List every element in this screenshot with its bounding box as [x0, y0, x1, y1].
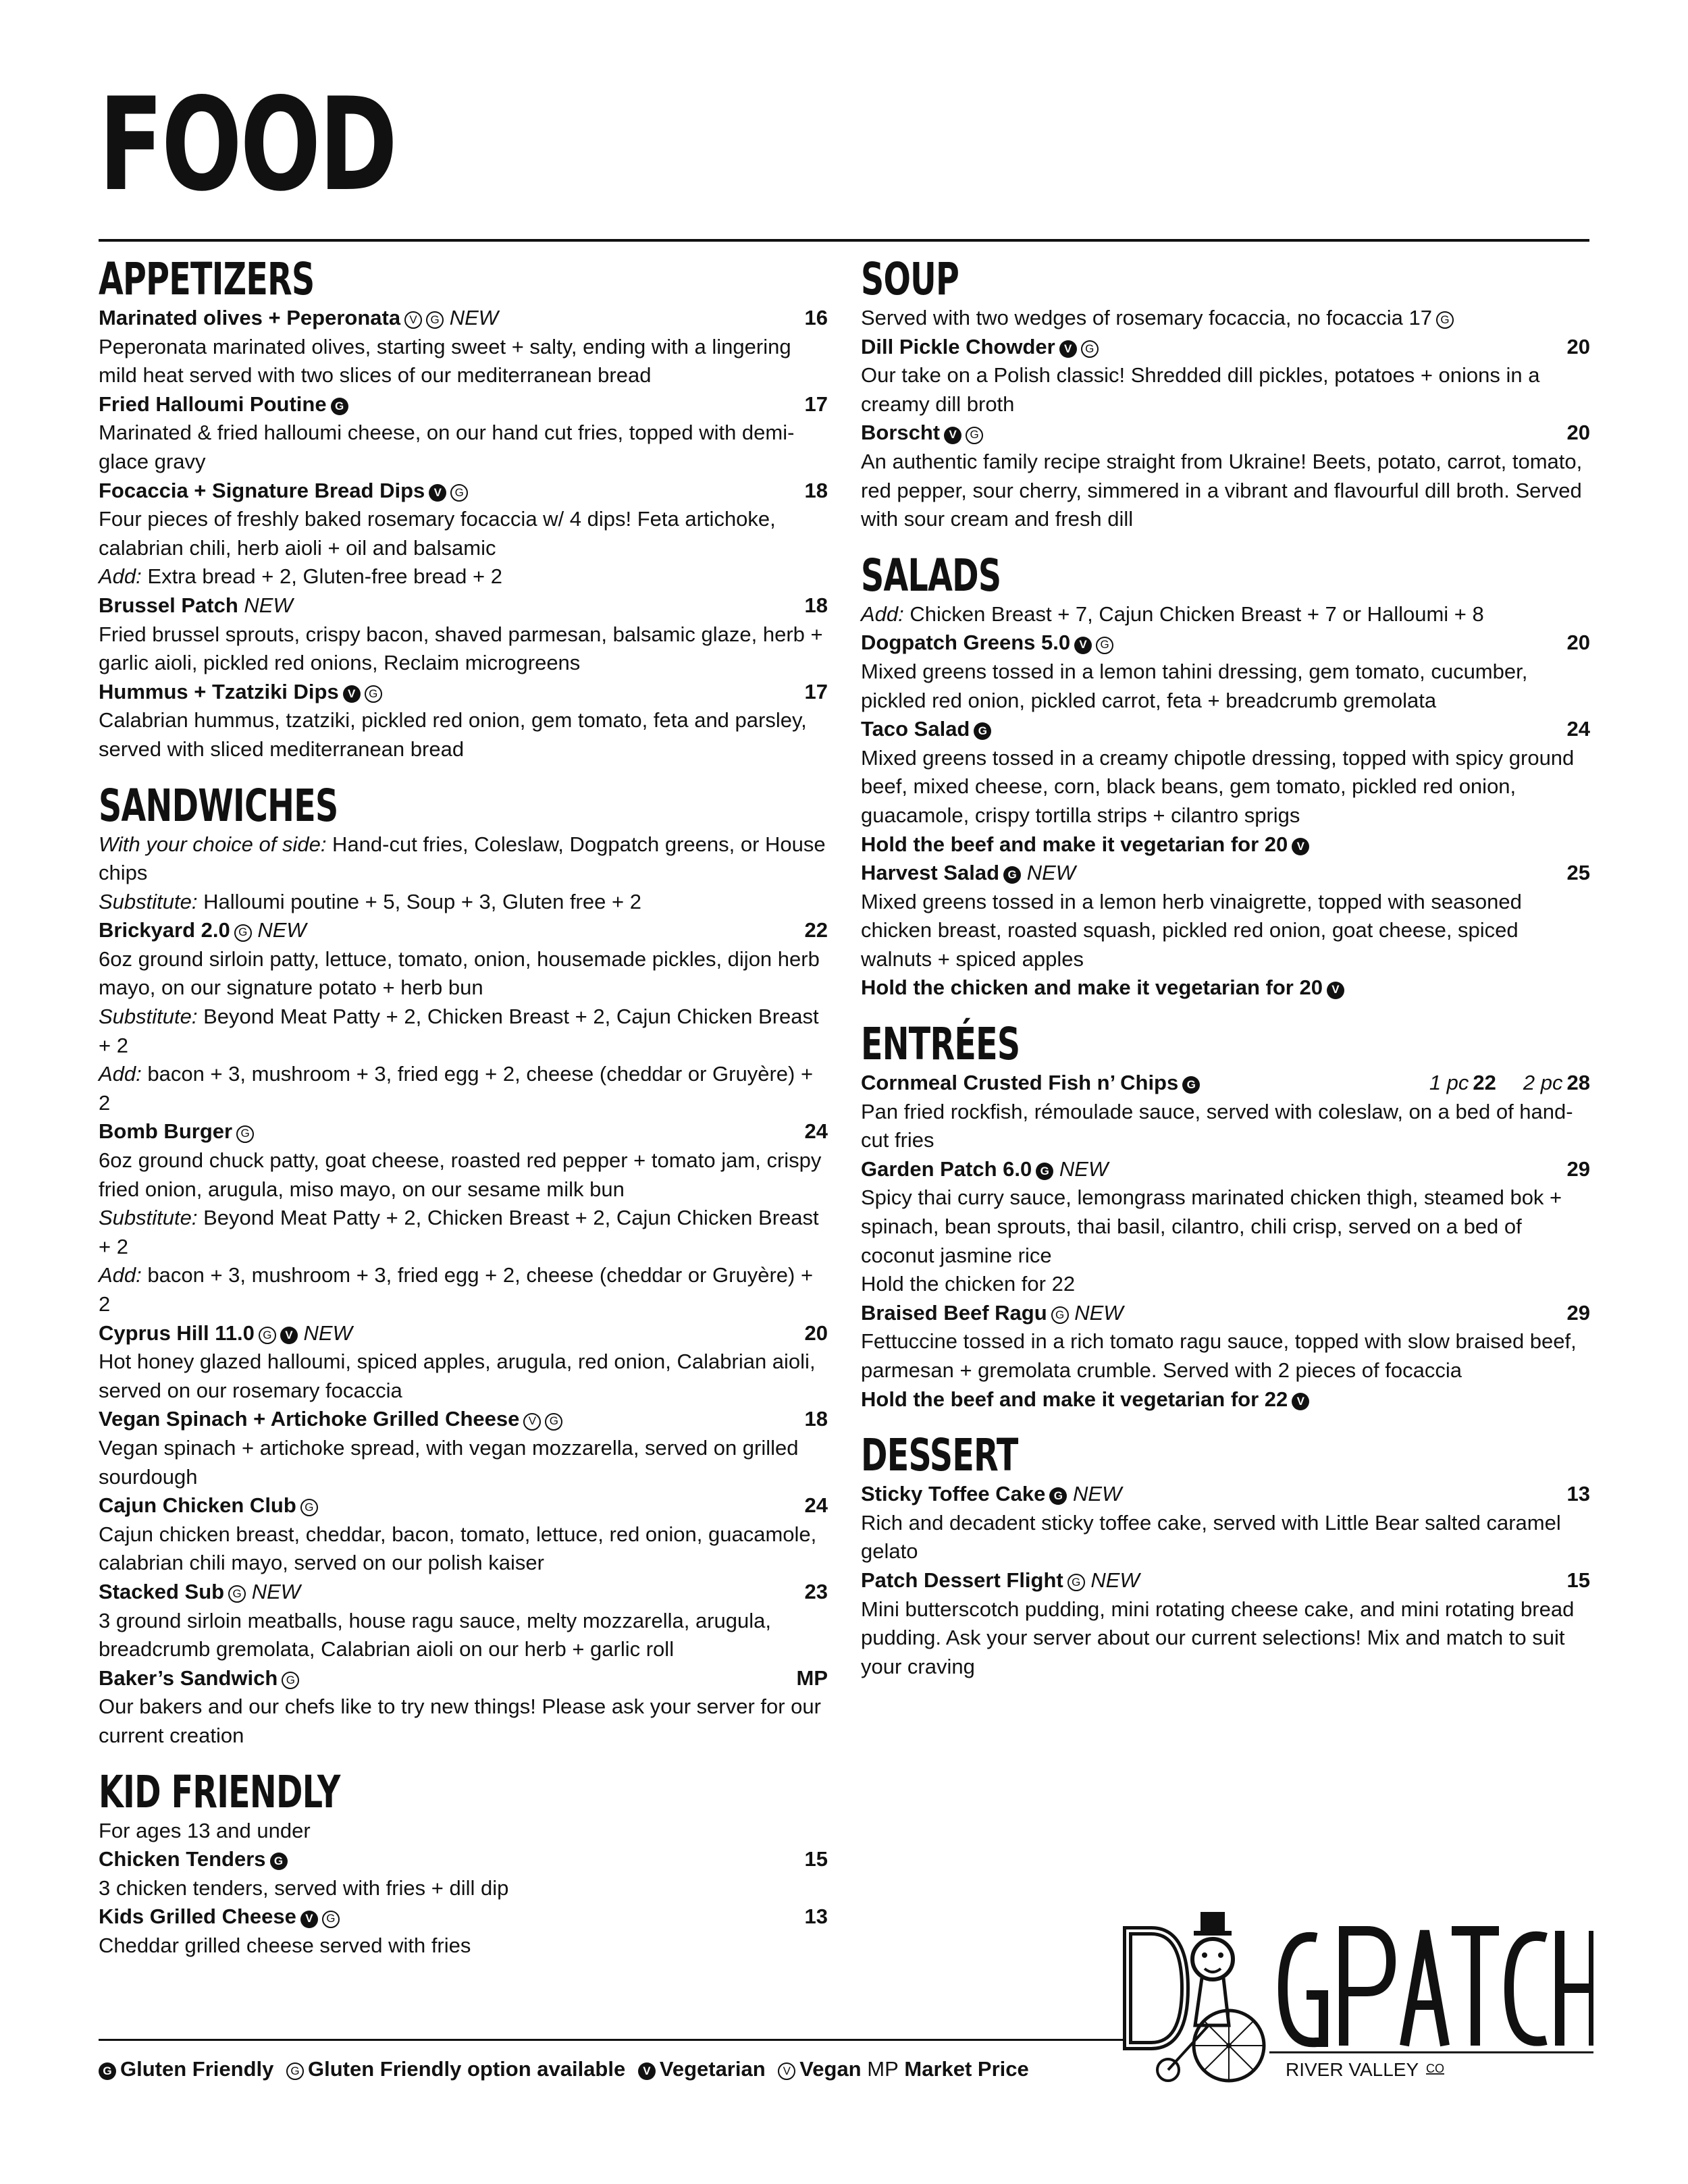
new-tag: NEW	[257, 918, 307, 942]
new-tag: NEW	[303, 1321, 352, 1345]
item-name: Marinated olives + Peperonata	[99, 306, 401, 329]
item-description: Cajun chicken breast, cheddar, bacon, tomato, lettuce, red onion, guacamole, calabrian chili mayo, served on our polish kaiser	[99, 1522, 817, 1575]
item-name: Taco Salad	[861, 717, 970, 741]
item-name: Borscht	[861, 421, 941, 445]
menu-item	[99, 591, 828, 678]
item-price: 13	[1566, 1482, 1590, 1506]
item-name: Hummus + Tzatziki Dips	[99, 679, 339, 703]
vegetarian-icon: V	[944, 427, 961, 444]
item-description: An authentic family recipe straight from Ukraine! Beets, potato, carrot, tomato, red pepper, sour cherry, simmered in a vibrant and flavourful dill broth. Served with sour cream and fresh dill	[861, 449, 1583, 531]
item-substitutes: Substitute: Beyond Meat Patty + 2, Chicken Breast + 2, Cajun Chicken Breast + 2	[99, 1005, 819, 1057]
menu-item	[99, 1664, 828, 1751]
new-tag: NEW	[244, 593, 293, 617]
item-price: 29	[1566, 1300, 1590, 1325]
section-title: ENTRÉES	[861, 1018, 1020, 1071]
item-name: Stacked Sub	[99, 1579, 225, 1603]
vegetarian-icon: V	[280, 1327, 298, 1344]
menu-item	[99, 1491, 828, 1578]
menu-item	[99, 678, 828, 764]
item-name: Cornmeal Crusted Fish n’ Chips	[861, 1071, 1179, 1095]
menu-item	[99, 1117, 828, 1319]
item-price: 20	[804, 1321, 828, 1345]
section-title: SOUP	[861, 253, 959, 305]
gluten-friendly-option-icon: G	[300, 1499, 318, 1516]
entrees-section	[861, 1020, 1590, 1414]
item-description: Spicy thai curry sauce, lemongrass marinated chicken thigh, steamed bok + spinach, bean sprouts, thai basil, cilantro, chili crisp, served on a bed of coconut jasmine rice	[861, 1186, 1562, 1267]
item-name: Patch Dessert Flight	[861, 1568, 1063, 1592]
new-tag: NEW	[251, 1579, 301, 1603]
item-price: 20	[1566, 631, 1590, 655]
new-tag: NEW	[449, 306, 499, 329]
menu-item	[99, 1902, 828, 1960]
salads-section	[861, 549, 1590, 1003]
vegetarian-icon: V	[429, 484, 446, 502]
item-add-ons: Add: Extra bread + 2, Gluten-free bread + 2	[99, 564, 502, 589]
gluten-friendly-icon: G	[1036, 1163, 1053, 1180]
dietary-legend: G Gluten Friendly G Gluten Friendly option available V Vegetarian V Vegan MP Market Price	[99, 2055, 1029, 2083]
gluten-friendly-option-icon: G	[1096, 637, 1113, 654]
item-description: Fettuccine tossed in a rich tomato ragu sauce, topped with slow braised beef, parmesan + gremolata crumble. Served with 2 pieces of focaccia	[861, 1329, 1577, 1382]
item-price: 16	[804, 306, 828, 329]
item-description: Pan fried rockfish, rémoulade sauce, served with coleslaw, on a bed of hand-cut fries	[861, 1099, 1573, 1152]
page-title: FOOD	[99, 70, 396, 219]
item-price: 20	[1566, 421, 1590, 445]
gluten-friendly-option-icon: G	[365, 685, 382, 703]
gluten-friendly-icon: G	[1003, 866, 1021, 884]
appetizers-section	[99, 255, 828, 764]
item-name: Braised Beef Ragu	[861, 1300, 1047, 1325]
gluten-friendly-option-icon: G	[1051, 1306, 1069, 1324]
item-price: 24	[804, 1493, 828, 1518]
gluten-friendly-icon: G	[270, 1853, 288, 1870]
gluten-friendly-icon: G	[974, 722, 991, 740]
item-description: Mini butterscotch pudding, mini rotating cheese cake, and mini rotating bread pudding. Ask your server about our current selections! Mix and match to suit your craving	[861, 1597, 1575, 1678]
right-column	[861, 255, 1590, 1699]
menu-item	[861, 333, 1590, 419]
menu-item	[99, 477, 828, 591]
gluten-friendly-option-icon: G	[1067, 1574, 1085, 1591]
item-price: 24	[1566, 717, 1590, 741]
gluten-friendly-option-icon: G	[228, 1585, 246, 1603]
item-price: 15	[804, 1847, 828, 1871]
item-name: Brussel Patch	[99, 593, 238, 617]
gluten-friendly-icon: G	[331, 398, 348, 415]
section-title: KID FRIENDLY	[99, 1765, 340, 1818]
new-tag: NEW	[1073, 1482, 1122, 1506]
menu-item	[861, 715, 1590, 859]
substitute-options: Substitute: Halloumi poutine + 5, Soup + 3, Gluten free + 2	[99, 889, 641, 913]
soup-note: Served with two wedges of rosemary focaccia, no focaccia 17 G	[861, 304, 1590, 333]
item-name: Harvest Salad	[861, 861, 1000, 885]
item-option: Hold the chicken and make it vegetarian for 20 V	[861, 974, 1590, 1003]
item-description: Vegan spinach + artichoke spread, with vegan mozzarella, served on grilled sourdough	[99, 1435, 799, 1489]
item-name: Vegan Spinach + Artichoke Grilled Cheese	[99, 1407, 520, 1431]
item-name: Bomb Burger	[99, 1119, 233, 1144]
vegetarian-icon: V	[1059, 340, 1077, 358]
sandwiches-section	[99, 779, 828, 1751]
new-tag: NEW	[1090, 1568, 1140, 1592]
menu-item	[861, 1480, 1590, 1566]
gluten-friendly-option-icon: G	[966, 427, 983, 444]
item-description: Mixed greens tossed in a lemon herb vinaigrette, topped with seasoned chicken breast, roasted squash, pickled red onion, goat cheese, spiced walnuts + spiced apples	[861, 889, 1522, 971]
new-tag: NEW	[1059, 1156, 1109, 1181]
item-name: Fried Halloumi Poutine	[99, 392, 327, 416]
item-description: Mixed greens tossed in a lemon tahini dressing, gem tomato, cucumber, pickled red onion, pickled carrot, feta + breadcrumb gremolata	[861, 659, 1528, 712]
gluten-friendly-option-icon: G	[426, 311, 444, 329]
item-description: Rich and decadent sticky toffee cake, served with Little Bear salted caramel gelato	[861, 1510, 1561, 1564]
dogpatch-logo	[1121, 1911, 1593, 2086]
vegetarian-icon: V	[1074, 637, 1092, 654]
gluten-friendly-option-icon: G	[234, 924, 252, 942]
vegetarian-icon: V	[1327, 982, 1344, 999]
item-price: 25	[1566, 861, 1590, 885]
vegetarian-icon: V	[343, 685, 361, 703]
menu-item	[861, 1155, 1590, 1299]
item-price: 18	[804, 593, 828, 617]
item-price: 1 pc 22 2 pc 28	[1429, 1071, 1590, 1095]
menu-item	[861, 859, 1590, 1003]
item-name: Dogpatch Greens 5.0	[861, 631, 1071, 655]
item-description: 6oz ground sirloin patty, lettuce, tomato, onion, housemade pickles, dijon herb mayo, on our signature potato + herb bun	[99, 947, 820, 1000]
menu-item	[99, 390, 828, 477]
logo-wordmark-art	[1128, 1912, 1593, 2081]
gluten-friendly-icon: G	[1182, 1076, 1200, 1094]
gluten-friendly-option-icon: G	[450, 484, 468, 502]
item-add-ons: Add: bacon + 3, mushroom + 3, fried egg + 2, cheese (cheddar or Gruyère) + 2	[99, 1263, 814, 1316]
item-description: Our bakers and our chefs like to try new things! Please ask your server for our current creation	[99, 1695, 821, 1747]
item-name: Brickyard 2.0	[99, 918, 230, 942]
item-name: Cajun Chicken Club	[99, 1493, 296, 1518]
vegetarian-icon: V	[300, 1911, 318, 1928]
item-description: Calabrian hummus, tzatziki, pickled red onion, gem tomato, feta and parsley, served with sliced mediterranean bread	[99, 708, 807, 761]
item-name: Baker’s Sandwich	[99, 1666, 278, 1690]
menu-item	[99, 1845, 828, 1902]
gluten-friendly-option-icon: G	[1081, 340, 1099, 358]
gluten-friendly-option-icon: G	[259, 1327, 276, 1344]
item-price: 23	[804, 1579, 828, 1603]
vegan-icon: V	[404, 311, 422, 329]
gluten-friendly-option-icon: G	[282, 1672, 299, 1689]
menu-item	[99, 1405, 828, 1491]
item-name: Sticky Toffee Cake	[861, 1482, 1046, 1506]
item-add-ons: Add: bacon + 3, mushroom + 3, fried egg + 2, cheese (cheddar or Gruyère) + 2	[99, 1062, 814, 1115]
item-price: MP	[796, 1666, 828, 1690]
item-name: Dill Pickle Chowder	[861, 334, 1055, 358]
item-name: Kids Grilled Cheese	[99, 1905, 296, 1929]
menu-item	[861, 419, 1590, 533]
gluten-friendly-icon: G	[1049, 1487, 1067, 1505]
section-title: DESSERT	[861, 1429, 1018, 1482]
gluten-friendly-icon: G	[99, 2062, 116, 2080]
item-description: 3 chicken tenders, served with fries + dill dip	[99, 1875, 509, 1900]
gluten-friendly-option-icon: G	[236, 1125, 254, 1143]
title-divider	[99, 239, 1589, 242]
section-title: SALADS	[861, 549, 1001, 602]
item-name: Garden Patch 6.0	[861, 1156, 1032, 1181]
item-description: Mixed greens tossed in a creamy chipotle dressing, topped with spicy ground beef, mixed cheese, corn, black beans, gem tomato, pickled red onion, guacamole, crispy tortilla strips + cilantro sprigs	[861, 745, 1575, 827]
footer-divider	[99, 2039, 1125, 2041]
dessert-section	[861, 1431, 1590, 1681]
vegetarian-icon: V	[1292, 838, 1309, 855]
menu-item	[99, 1319, 828, 1406]
section-title: SANDWICHES	[99, 779, 338, 832]
item-price: 18	[804, 478, 828, 502]
gluten-friendly-option-icon: G	[545, 1413, 562, 1431]
menu-item	[861, 1566, 1590, 1681]
item-option: Hold the beef and make it vegetarian for 22 V	[861, 1385, 1590, 1414]
soup-section	[861, 255, 1590, 534]
vegan-icon: V	[523, 1413, 541, 1431]
item-option: Hold the beef and make it vegetarian for 20 V	[861, 830, 1590, 859]
item-description: Our take on a Polish classic! Shredded dill pickles, potatoes + onions in a creamy dill broth	[861, 363, 1540, 416]
menu-item	[99, 1578, 828, 1664]
item-price: 15	[1566, 1568, 1590, 1592]
item-description: Marinated & fried halloumi cheese, on our hand cut fries, topped with demi-glace gravy	[99, 421, 795, 473]
item-name: Cyprus Hill 11.0	[99, 1321, 255, 1345]
item-substitutes: Substitute: Beyond Meat Patty + 2, Chicken Breast + 2, Cajun Chicken Breast + 2	[99, 1206, 819, 1258]
left-column	[99, 255, 828, 1977]
item-description: Peperonata marinated olives, starting sweet + salty, ending with a lingering mild heat served with two slices of our mediterranean bread	[99, 334, 791, 388]
kids-section	[99, 1765, 828, 1961]
new-tag: NEW	[1026, 861, 1076, 885]
item-price: 29	[1566, 1156, 1590, 1181]
salad-add-ons: Add: Chicken Breast + 7, Cajun Chicken Breast + 7 or Halloumi + 8	[861, 602, 1484, 626]
vegetarian-icon: V	[1292, 1393, 1309, 1410]
item-price: 13	[804, 1905, 828, 1929]
item-price: 24	[804, 1119, 828, 1144]
gluten-friendly-option-icon: G	[1436, 311, 1454, 329]
menu-item	[99, 304, 828, 390]
logo-subtitle: RIVER VALLEY	[1286, 2059, 1419, 2080]
vegetarian-icon: V	[638, 2062, 656, 2080]
menu-item	[99, 916, 828, 1117]
logo-co: CO	[1426, 2062, 1444, 2075]
item-option: Hold the chicken for 22	[861, 1272, 1076, 1296]
item-price: 18	[804, 1407, 828, 1431]
item-description: Fried brussel sprouts, crispy bacon, shaved parmesan, balsamic glaze, herb + garlic aioli, pickled red onions, Reclaim microgreens	[99, 622, 823, 675]
item-price: 17	[804, 392, 828, 416]
gluten-friendly-option-icon: G	[322, 1911, 340, 1928]
item-name: Chicken Tenders	[99, 1847, 266, 1871]
side-options: With your choice of side: Hand-cut fries, Coleslaw, Dogpatch greens, or House chips	[99, 832, 826, 885]
item-price: 22	[804, 918, 828, 942]
item-description: 3 ground sirloin meatballs, house ragu sauce, melty mozzarella, arugula, breadcrumb gremolata, Calabrian aioli on our herb + garlic roll	[99, 1608, 771, 1661]
item-name: Focaccia + Signature Bread Dips	[99, 478, 425, 502]
item-description: Four pieces of freshly baked rosemary focaccia w/ 4 dips! Feta artichoke, calabrian chili, herb aioli + oil and balsamic	[99, 507, 776, 560]
kids-note: For ages 13 and under	[99, 1818, 311, 1842]
section-title: APPETIZERS	[99, 253, 315, 305]
menu-item	[861, 1069, 1590, 1155]
item-description: 6oz ground chuck patty, goat cheese, roasted red pepper + tomato jam, crispy fried onion, arugula, miso mayo, on our sesame milk bun	[99, 1148, 822, 1201]
item-price: 20	[1566, 334, 1590, 358]
item-description: Cheddar grilled cheese served with fries	[99, 1933, 471, 1957]
vegan-icon: V	[778, 2062, 795, 2080]
menu-item	[861, 1299, 1590, 1414]
item-price: 17	[804, 679, 828, 703]
gluten-friendly-option-icon: G	[286, 2062, 304, 2080]
item-description: Hot honey glazed halloumi, spiced apples, arugula, red onion, Calabrian aioli, served on our rosemary focaccia	[99, 1350, 816, 1402]
menu-item	[861, 629, 1590, 715]
new-tag: NEW	[1074, 1300, 1124, 1325]
